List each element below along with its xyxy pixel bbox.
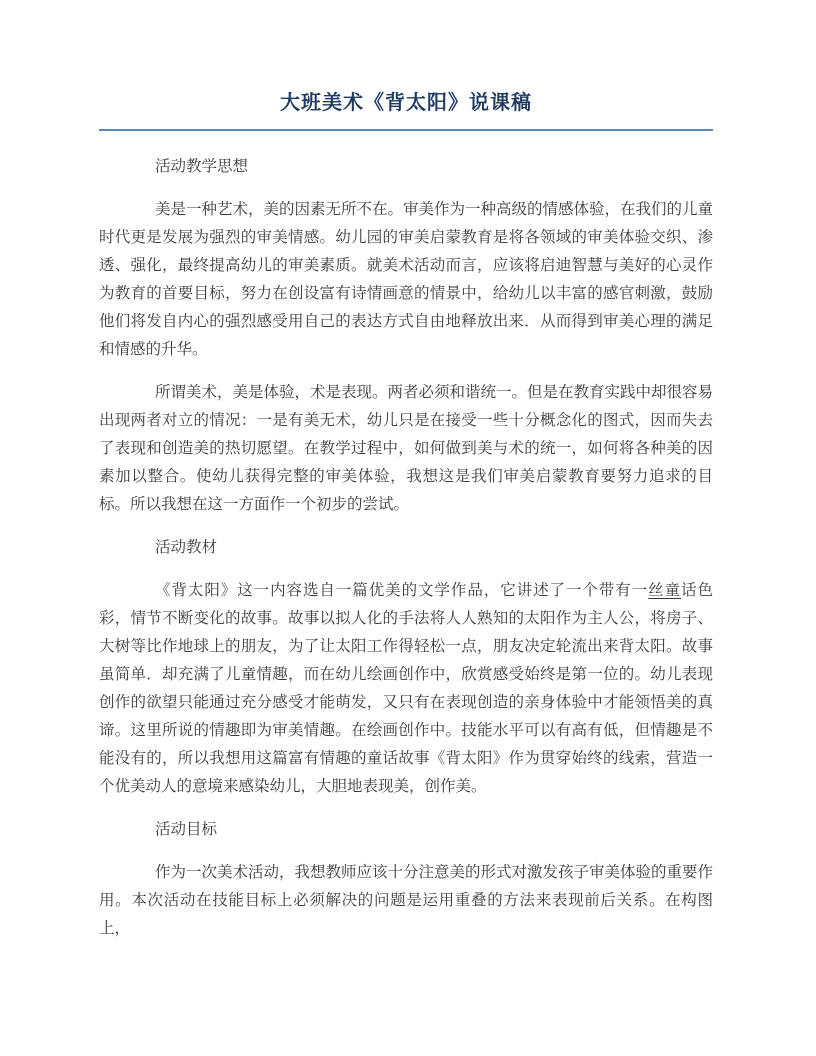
- section-heading-activity-teaching-thought: 活动教学思想: [155, 158, 249, 175]
- paragraph-text-after-underline: 话色彩，情节不断变化的故事。故事以拟人化的手法将人人熟知的太阳作为主人公，将房子、大树等比作地球上的朋友，为了让太阳工作得轻松一点，朋友决定轮流出来背太阳。故事虽简单．却充满了儿童情趣，而在幼儿绘画创作中，欣赏感受始终是第一位的。幼儿表现创作的欲望只能通过充分感受才能萌发，又只有在表现创造的亲身体验中才能领悟美的真谛。这里所说的情趣即为审美情趣。在绘画创作中。技能水平可以有高有低，但情趣是不能没有的，所以我想用这篇富有情趣的童话故事《背太阳》作为贯穿始终的线索，营造一个优美动人的意境来感染幼儿，大胆地表现美，创作美。: [99, 582, 713, 795]
- underlined-text: 丝童: [648, 582, 682, 599]
- paragraph-activity-material: [99, 577, 713, 801]
- paragraph-activity-goal: 作为一次美术活动，我想教师应该十分注意美的形式对激发孩子审美体验的重要作用。本次活动在技能目标上必须解决的问题是运用重叠的方法来表现前后关系。在构图上，: [99, 864, 714, 937]
- paragraph-teaching-thought-2: 所谓美术，美是体验，术是表现。两者必须和谐统一。但是在教育实践中却很容易出现两者对立的情况：一是有美无术，幼儿只是在接受一些十分概念化的图式，因而失去了表现和创造美的热切愿望。在教学过程中，如何做到美与术的统一，如何将各种美的因素加以整合。使幼儿获得完整的审美体验，我想这是我们审美启蒙教育要努力追求的目标。所以我想在这一方面作一个初步的尝试。: [99, 384, 714, 513]
- paragraph-teaching-thought-1: 美是一种艺术，美的因素无所不在。审美作为一种高级的情感体验，在我们的儿童时代更是发展为强烈的审美情感。幼儿园的审美启蒙教育是将各领域的审美体验交织、渗透、强化，最终提高幼儿的审美素质。就美术活动而言，应该将启迪智慧与美好的心灵作为教育的首要目标，努力在创设富有诗情画意的情景中，给幼儿以丰富的感官刺激，鼓励他们将发自内心的强烈感受用自己的表达方式自由地释放出来．从而得到审美心理的满足和情感的升华。: [99, 201, 714, 358]
- paragraph-text-before-underline: 《背太阳》这一内容选自一篇优美的文学作品，它讲述了一个带有一: [155, 582, 649, 599]
- title-divider-rule: [99, 129, 713, 131]
- document-title: 大班美术《背太阳》说课稿: [280, 92, 532, 114]
- section-heading-activity-goal: 活动目标: [155, 821, 218, 838]
- section-heading-activity-material: 活动教材: [155, 539, 218, 556]
